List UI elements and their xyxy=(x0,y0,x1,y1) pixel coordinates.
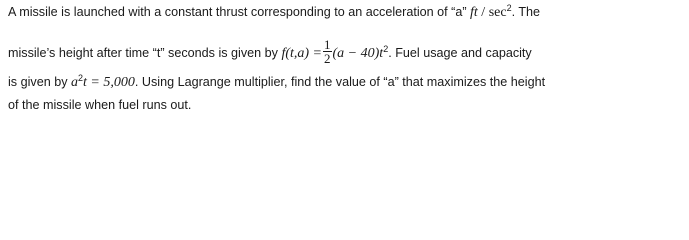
unit-sec: sec xyxy=(488,5,507,20)
line4-text: of the missile when fuel runs out. xyxy=(8,98,192,112)
height-function-t: t xyxy=(379,45,384,61)
fuel-constraint-a: a xyxy=(71,75,79,90)
fuel-constraint-rest: t = 5,000 xyxy=(83,75,135,90)
problem-line-4 xyxy=(8,98,191,112)
problem-line-3 xyxy=(8,75,545,91)
fraction-numerator: 1 xyxy=(324,37,331,52)
fuel-constraint-exponent: 2 xyxy=(78,73,84,83)
unit-ft: ft xyxy=(470,5,478,20)
line1-text-b: . The xyxy=(511,5,541,19)
fraction-denominator: 2 xyxy=(324,51,331,66)
unit-slash: / xyxy=(477,5,489,20)
line2-text-a: missile’s height after time “t” seconds is given by xyxy=(8,45,278,60)
line3-text-b: . Using Lagrange multiplier, find the value of “a” that maximizes the height xyxy=(134,75,546,89)
height-function-exponent: 2 xyxy=(383,43,389,54)
height-function-lhs: f(t,a) = xyxy=(281,45,323,61)
unit-exponent: 2 xyxy=(506,3,512,13)
line3-text-a: is given by xyxy=(8,75,68,89)
line1-text-a: A missile is launched with a constant thrust corresponding to an acceleration of “a” xyxy=(8,5,467,19)
problem-line-1 xyxy=(8,5,540,21)
height-function-paren: (a − 40) xyxy=(332,45,380,61)
half-fraction xyxy=(323,38,332,65)
problem-line-2 xyxy=(8,37,532,67)
line2-text-b: . Fuel usage and capacity xyxy=(388,45,532,60)
